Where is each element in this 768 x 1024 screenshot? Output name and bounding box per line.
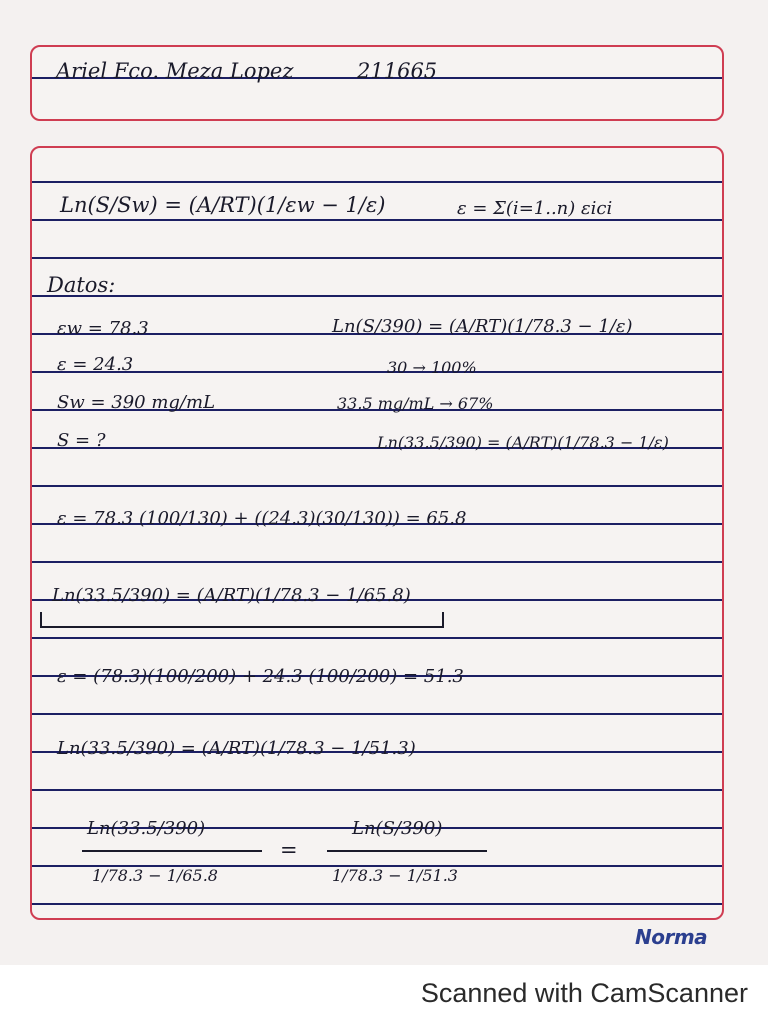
result-underline: [40, 612, 444, 628]
datos-label: Datos:: [47, 273, 116, 297]
result-equation-2: Ln(33.5/390) = (A/RT)(1/78.3 − 1/51.3): [57, 738, 416, 759]
student-name: Ariel Fco. Meza Lopez: [56, 59, 294, 83]
epsilon-calc-1: ε = 78.3 (100/130) + ((24.3)(30/130)) = 65.8: [57, 508, 467, 529]
final-equals: =: [280, 838, 298, 862]
final-right-numerator: Ln(S/390): [352, 818, 443, 839]
fraction-bar-left: [82, 850, 262, 852]
epsilon-calc-2: ε = (78.3)(100/200) + 24.3 (100/200) = 51.3: [57, 666, 464, 687]
sum-definition: ε = Σ(i=1..n) εici: [457, 198, 613, 219]
header-box: [30, 45, 724, 121]
substituted-equation-1: Ln(S/390) = (A/RT)(1/78.3 − 1/ε): [332, 316, 633, 337]
norma-logo: Norma: [635, 925, 708, 949]
data-s: S = ?: [57, 430, 106, 451]
data-ew: εw = 78.3: [57, 318, 149, 339]
ratio-2: 33.5 mg/mL → 67%: [337, 394, 494, 413]
substituted-equation-2: Ln(33.5/390) = (A/RT)(1/78.3 − 1/ε): [377, 433, 669, 452]
result-equation-1: Ln(33.5/390) = (A/RT)(1/78.3 − 1/65.8): [52, 585, 411, 606]
fraction-bar-right: [327, 850, 487, 852]
main-equation: Ln(S/Sw) = (A/RT)(1/εw − 1/ε): [60, 193, 386, 217]
data-e: ε = 24.3: [57, 354, 134, 375]
final-left-numerator: Ln(33.5/390): [87, 818, 206, 839]
final-left-denominator: 1/78.3 − 1/65.8: [92, 866, 218, 885]
ratio-1: 30 → 100%: [387, 358, 477, 377]
notes-box: [30, 146, 724, 920]
camscanner-watermark: Scanned with CamScanner: [420, 978, 748, 1008]
data-sw: Sw = 390 mg/mL: [57, 392, 216, 413]
final-right-denominator: 1/78.3 − 1/51.3: [332, 866, 458, 885]
student-id: 211665: [357, 59, 438, 83]
